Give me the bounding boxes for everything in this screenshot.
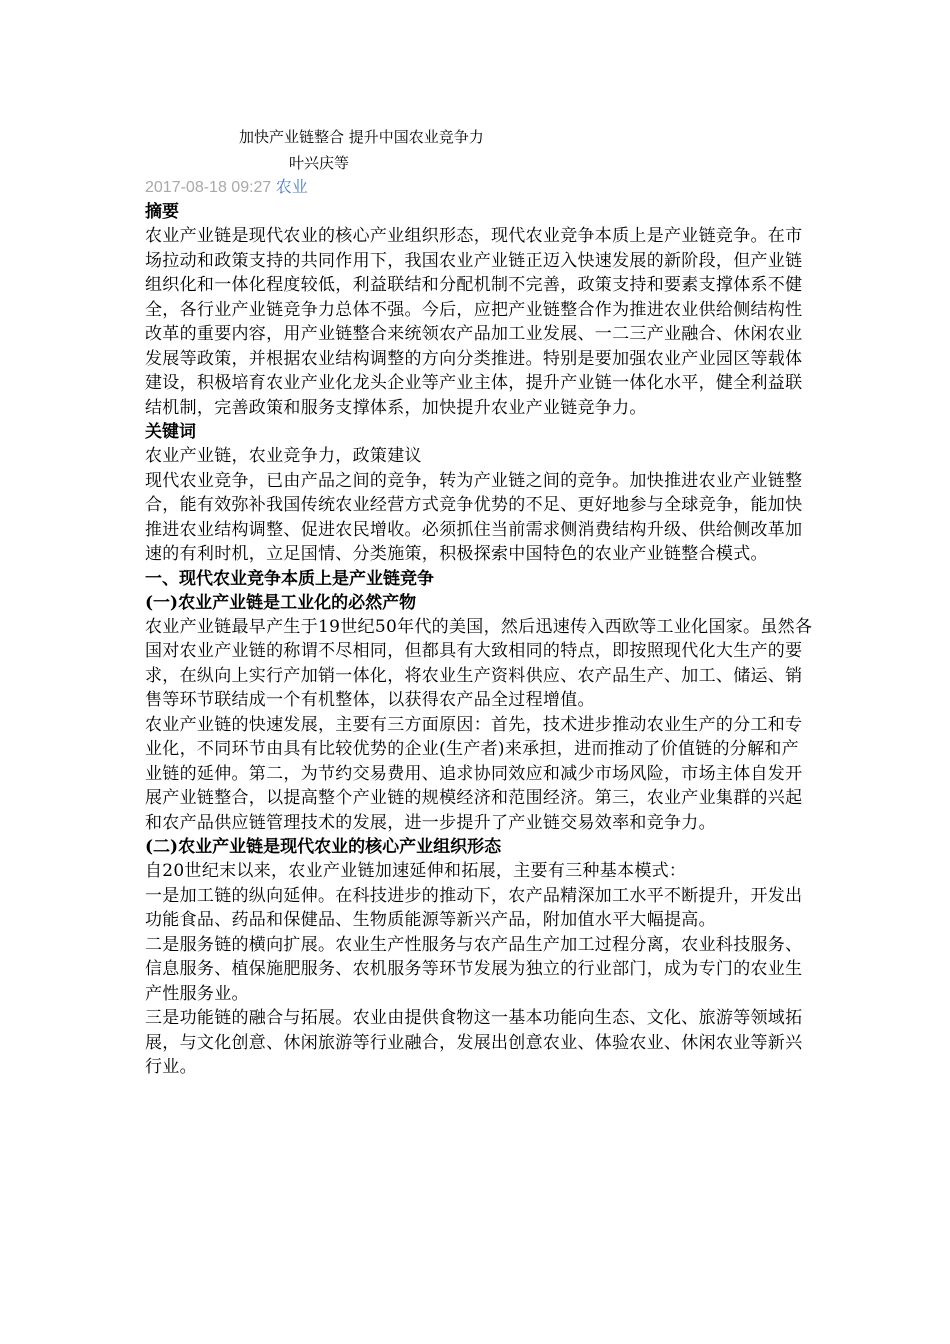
article-title: 加快产业链整合 提升中国农业竞争力	[239, 128, 484, 146]
publish-date: 2017-08-18 09:27	[145, 179, 272, 196]
intro-paragraph: 现代农业竞争，已由产品之间的竞争，转为产业链之间的竞争。加快推进农业产业链整合，能有效弥补我国传统农业经营方式竞争优势的不足、更好地参与全球竞争，能加快推进农业结构调整、促进农民增收。必须抓住当前需求侧消费结构升级、供给侧改革加速的有利时机，立足国情、分类施策，积极探索中国特色的农业产业链整合模式。	[145, 470, 803, 564]
article-meta	[145, 176, 813, 200]
body-paragraph: 农业产业链最早产生于19世纪50年代的美国，然后迅速传入西欧等工业化国家。虽然各国对农业产业链的称谓不尽相同，但都具有大致相同的特点，即按照现代化大生产的要求，在纵向上实行产加销一体化，将农业生产资料供应、农产品生产、加工、储运、销售等环节联结成一个有机整体，以获得农产品全过程增值。	[145, 616, 813, 710]
article-author: 叶兴庆等	[289, 154, 350, 172]
section-heading: 一、现代农业竞争本质上是产业链竞争	[145, 568, 434, 589]
article	[145, 124, 813, 1080]
keywords-heading: 关键词	[145, 422, 196, 442]
abstract-heading: 摘要	[145, 202, 179, 222]
subsection-heading: (一)农业产业链是工业化的必然产物	[145, 592, 417, 613]
body-paragraph: 一是加工链的纵向延伸。在科技进步的推动下，农产品精深加工水平不断提升，开发出功能食品、药品和保健品、生物质能源等新兴产品，附加值水平大幅提高。	[145, 885, 803, 930]
body-paragraph: 二是服务链的横向扩展。农业生产性服务与农产品生产加工过程分离，农业科技服务、信息服务、植保施肥服务、农机服务等环节发展为独立的行业部门，成为专门的农业生产性服务业。	[145, 934, 803, 1004]
body-paragraph: 自20世纪末以来，农业产业链加速延伸和拓展，主要有三种基本模式：	[145, 861, 687, 881]
body-paragraph: 农业产业链的快速发展，主要有三方面原因：首先，技术进步推动农业生产的分工和专业化，不同环节由具有比较优势的企业(生产者)来承担，进而推动了价值链的分解和产业链的延伸。第二，为节约交易费用、追求协同效应和减少市场风险，市场主体自发开展产业链整合，以提高整个产业链的规模经济和范围经济。第三，农业产业集群的兴起和农产品供应链管理技术的发展，进一步提升了产业链交易效率和竞争力。	[145, 714, 803, 833]
abstract-paragraph: 农业产业链是现代农业的核心产业组织形态，现代农业竞争本质上是产业链竞争。在市场拉动和政策支持的共同作用下，我国农业产业链正迈入快速发展的新阶段，但产业链组织化和一体化程度较低，利益联结和分配机制不完善，政策支持和要素支撑体系不健全，各行业产业链竞争力总体不强。今后，应把产业链整合作为推进农业供给侧结构性改革的重要内容，用产业链整合来统领农产品加工业发展、一二三产业融合、休闲农业发展等政策，并根据农业结构调整的方向分类推进。特别是要加强农业产业园区等载体建设，积极培育农业产业化龙头企业等产业主体，提升产业链一体化水平，健全利益联结机制，完善政策和服务支撑体系，加快提升农业产业链竞争力。	[145, 226, 803, 418]
category-link[interactable]: 农业	[275, 179, 308, 196]
keywords-paragraph: 农业产业链，农业竞争力，政策建议	[145, 446, 422, 466]
subsection-heading: (二)农业产业链是现代农业的核心产业组织形态	[145, 837, 502, 857]
body-paragraph: 三是功能链的融合与拓展。农业由提供食物这一基本功能向生态、文化、旅游等领域拓展，与文化创意、休闲旅游等行业融合，发展出创意农业、体验农业、休闲农业等新兴行业。	[145, 1008, 803, 1077]
